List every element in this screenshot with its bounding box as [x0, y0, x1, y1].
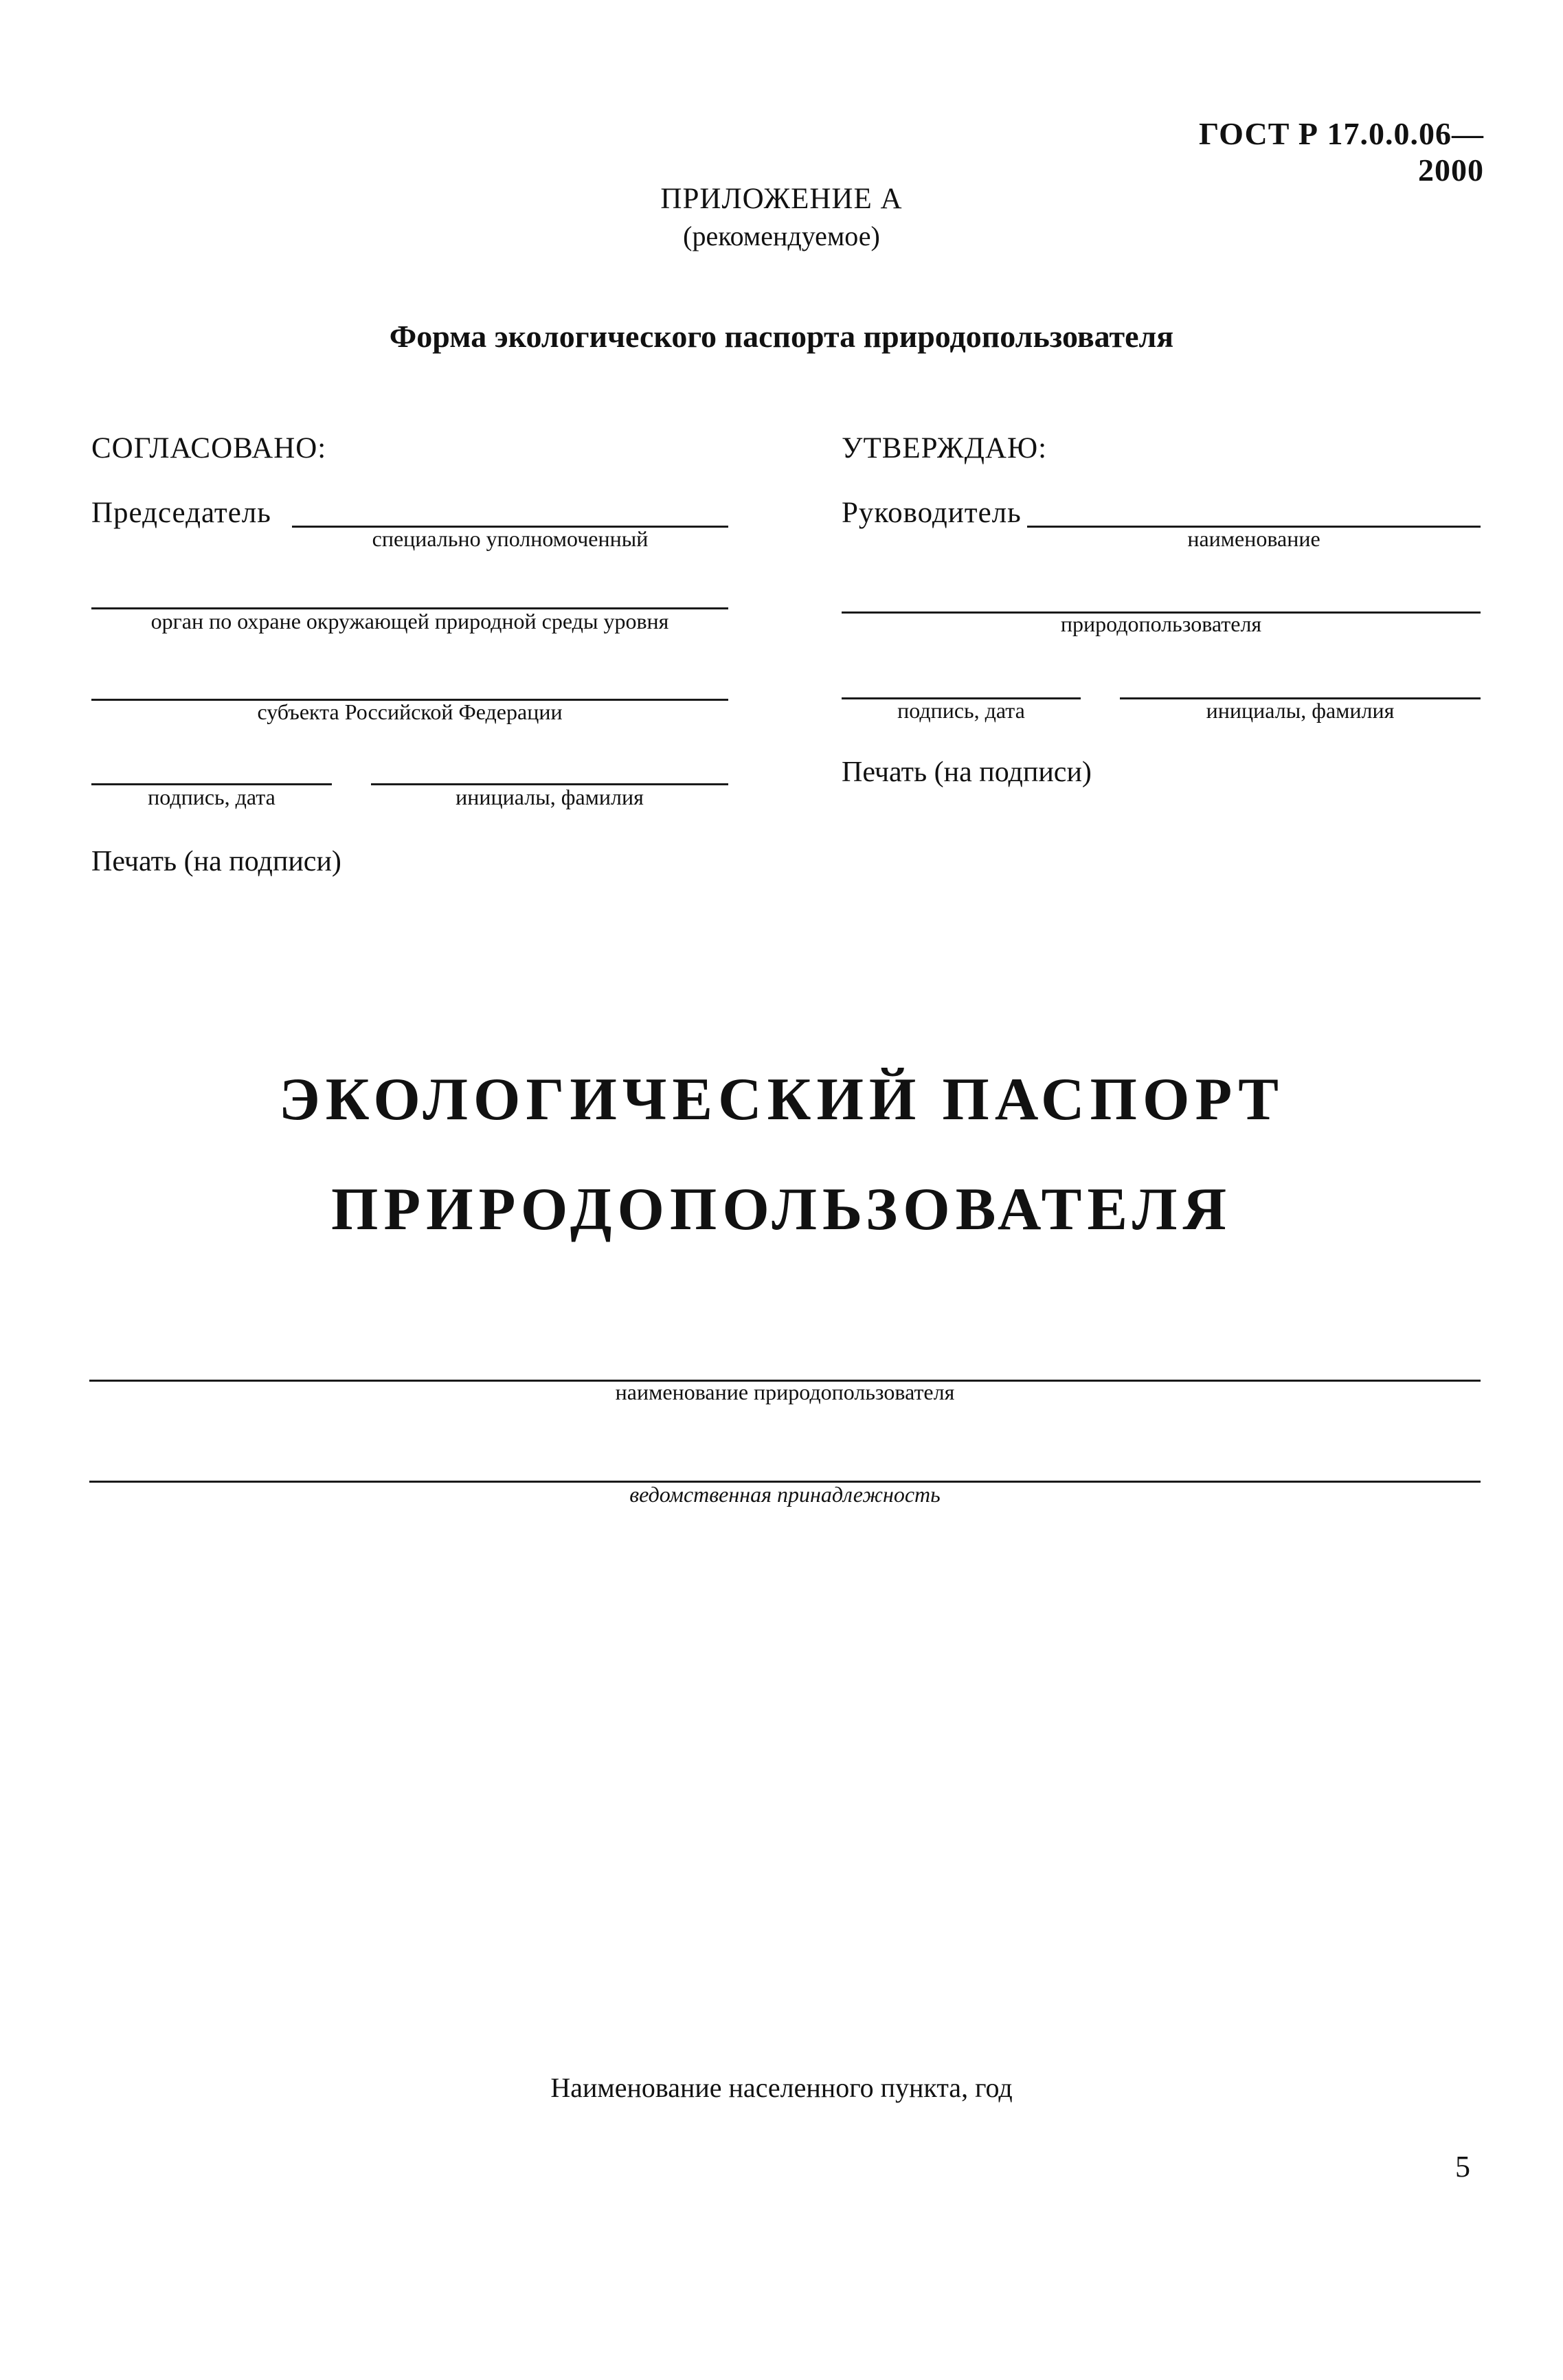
place-year: Наименование населенного пункта, год: [550, 2072, 1013, 2103]
head-label: Руководитель: [842, 497, 1022, 529]
right-seal: Печать (на подписи): [842, 756, 1092, 788]
main-title-line2: ПРИРОДОПОЛЬЗОВАТЕЛЯ: [330, 1176, 1233, 1243]
caption-left-signature: подпись, дата: [148, 785, 276, 809]
standard-number: ГОСТ Р 17.0.0.06—2000: [1199, 116, 1484, 188]
page-number: 5: [1455, 2150, 1470, 2183]
approve-heading: УТВЕРЖДАЮ:: [842, 432, 1048, 464]
caption-authorized: специально уполномоченный: [372, 526, 649, 551]
caption-user: природопользователя: [1060, 611, 1262, 636]
appendix-note: (рекомендуемое): [683, 221, 880, 251]
caption-right-name: наименование: [1187, 526, 1320, 551]
caption-affiliation: ведомственная принадлежность: [629, 1482, 941, 1507]
chairman-label: Председатель: [91, 497, 271, 529]
caption-right-signature: подпись, дата: [897, 698, 1025, 723]
form-title: Форма экологического паспорта природопользователя: [389, 319, 1174, 354]
caption-left-name: инициалы, фамилия: [456, 785, 644, 809]
caption-user-name: наименование природопользователя: [615, 1380, 955, 1404]
main-title-line1: ЭКОЛОГИЧЕСКИЙ ПАСПОРТ: [279, 1066, 1284, 1133]
caption-right-initials: инициалы, фамилия: [1206, 698, 1395, 723]
caption-body: орган по охране окружающей природной среды уровня: [150, 609, 669, 633]
caption-subject: субъекта Российской Федерации: [257, 699, 563, 724]
appendix-title: ПРИЛОЖЕНИЕ А: [660, 183, 903, 215]
agreed-heading: СОГЛАСОВАНО:: [91, 432, 327, 464]
left-seal: Печать (на подписи): [91, 846, 341, 877]
